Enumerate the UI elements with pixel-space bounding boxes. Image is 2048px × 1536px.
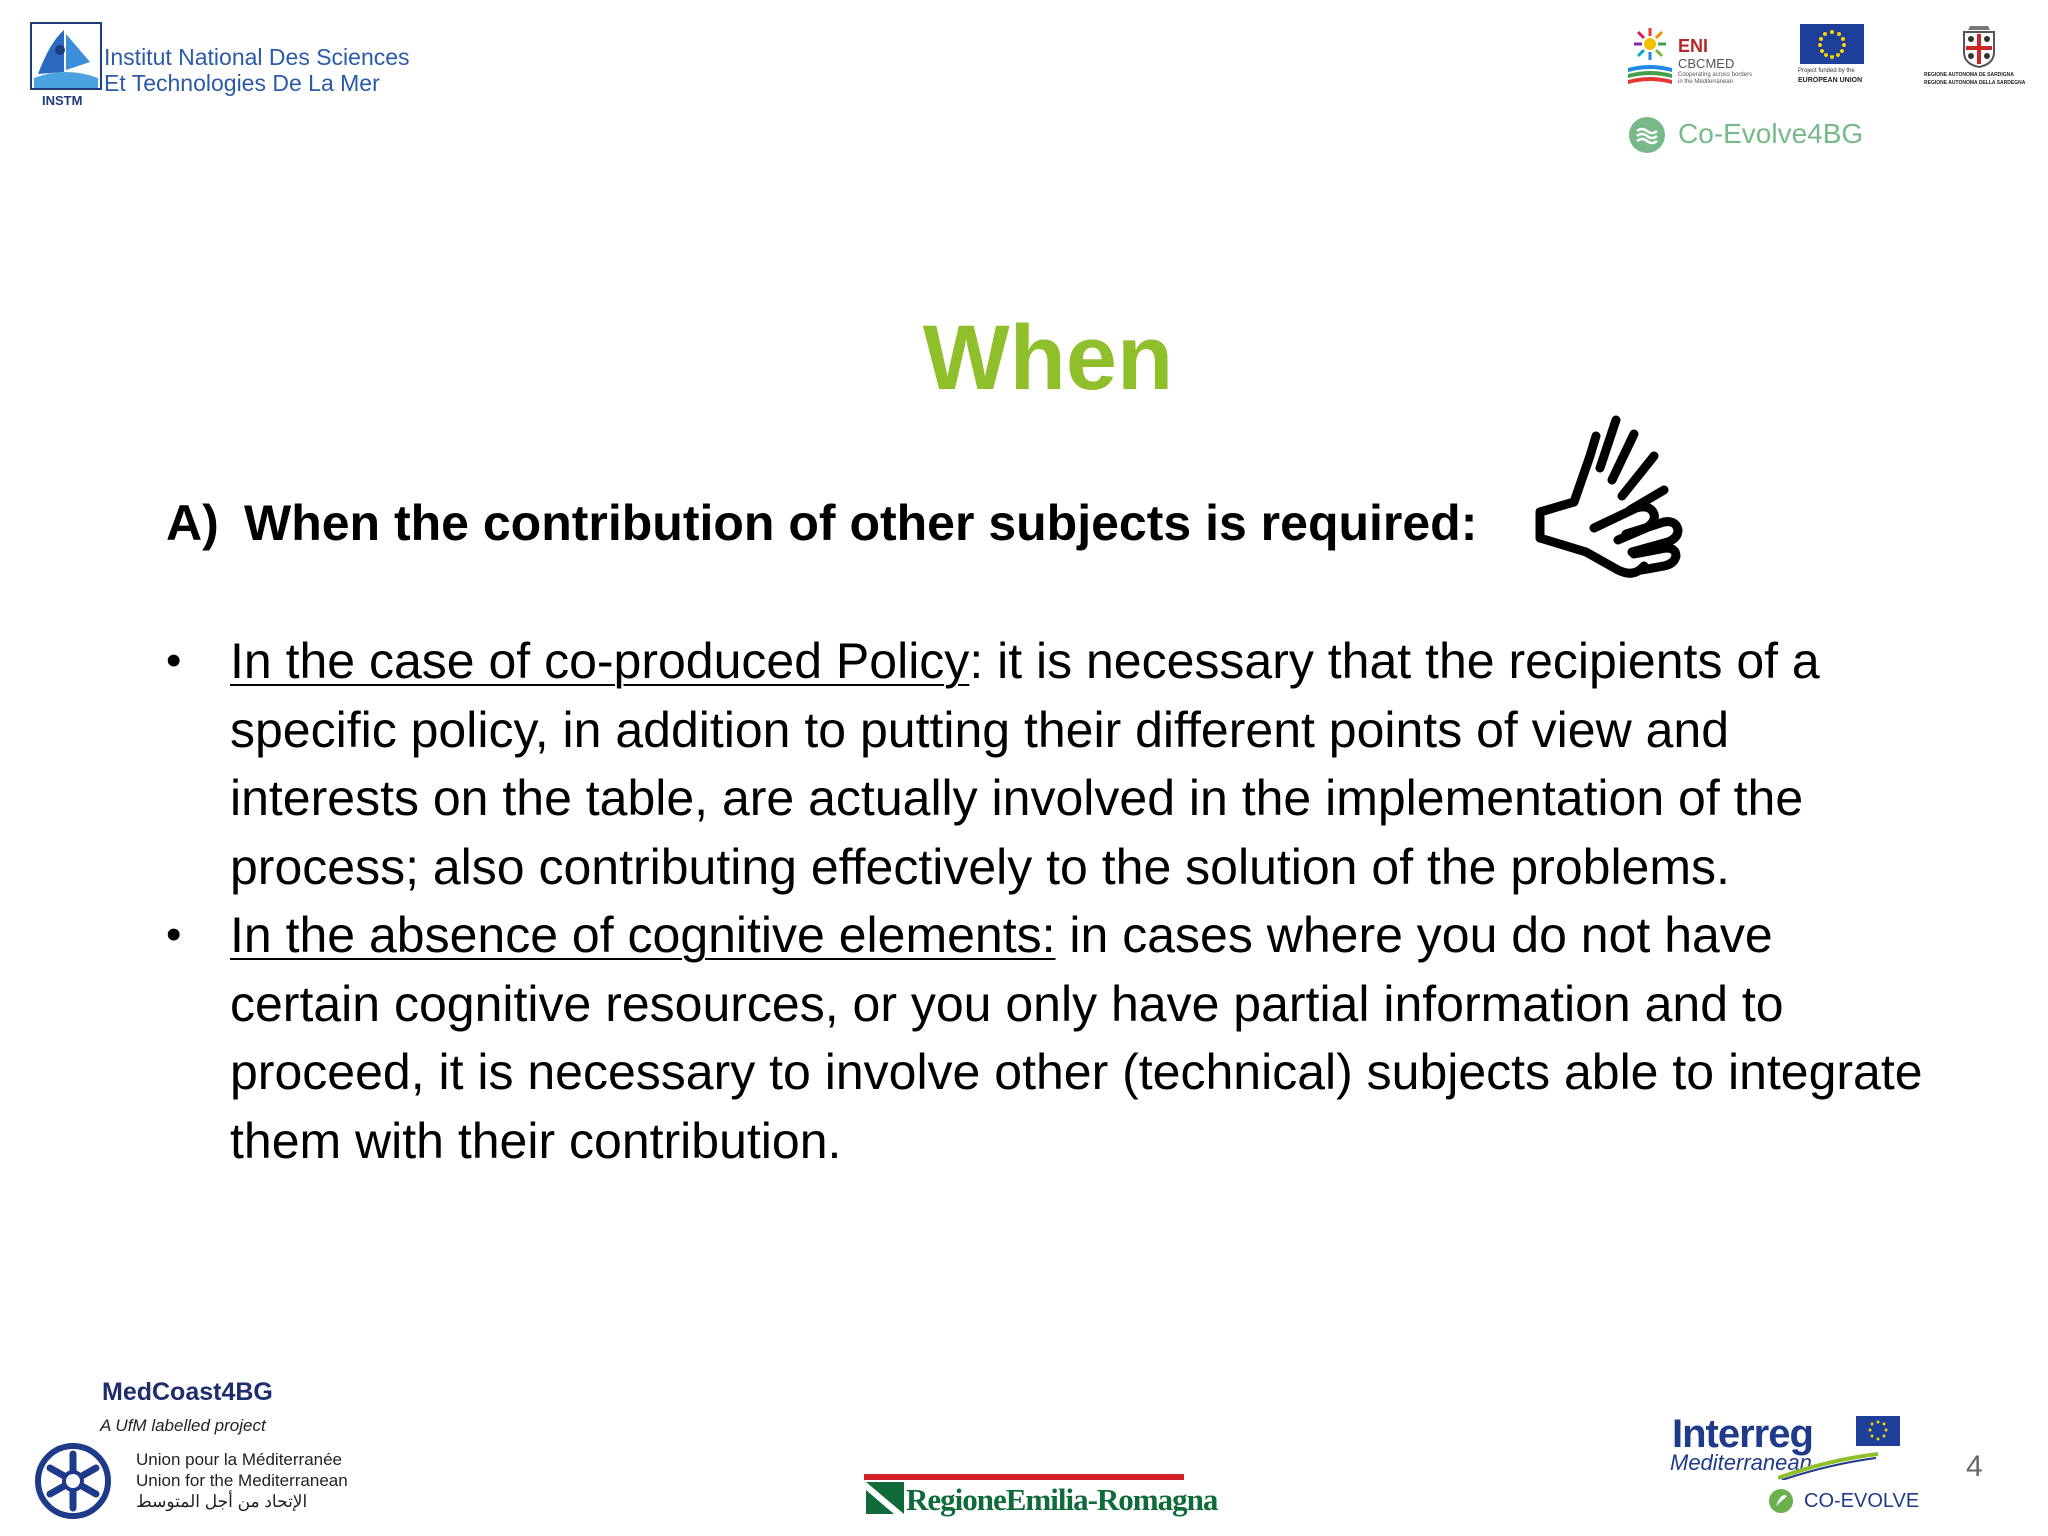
interreg-swoosh-icon xyxy=(1778,1450,1878,1480)
bullet-lead: In the case of co-produced Policy xyxy=(230,633,970,689)
ufm-emblem-icon xyxy=(34,1442,112,1520)
slide-title-text: When xyxy=(922,307,1174,409)
ufm-name-ar: الإتحاد من أجل المتوسط xyxy=(136,1492,308,1511)
bullet-symbol: • xyxy=(166,910,182,959)
sardegna-caption-line1: REGIONE AUTONOMA DE SARDIGNA xyxy=(1924,72,2014,78)
bullet-item-cognitive-elements xyxy=(166,901,1926,1181)
emilia-romagna-text: RegioneEmilia-Romagna xyxy=(906,1482,1218,1517)
bullet-text xyxy=(230,627,1926,901)
bullet-text xyxy=(230,901,1926,1175)
coevolve4bg-logo xyxy=(1628,114,1878,156)
sardegna-logo xyxy=(1924,22,2036,90)
eni-tagline: Cooperating across borders in the Mediterranean xyxy=(1678,72,1753,85)
emilia-romagna-logo xyxy=(864,1474,1218,1520)
sign-language-hands-icon xyxy=(1530,410,1690,585)
ufm-name-en: Union for the Mediterranean xyxy=(136,1471,348,1490)
instm-emblem-icon xyxy=(30,22,102,92)
eu-caption-line2: EUROPEAN UNION xyxy=(1798,77,1863,84)
ufm-name-fr: Union pour la Méditerranée xyxy=(136,1450,343,1469)
bullet-body: : it is necessary that the recipients of a specific policy, in addition to putting their different points of view and interests on the table, are actually involved in the implementation of the process; also contributing effectively to the solution of the problems. xyxy=(230,633,1820,895)
coevolve-footer-text: CO-EVOLVE xyxy=(1804,1490,1920,1512)
instm-logo xyxy=(30,22,410,114)
sardegna-caption-line2: REGIONE AUTONOMA DELLA SARDEGNA xyxy=(1924,80,2026,86)
medcoast4bg-logo xyxy=(34,1376,374,1526)
section-heading xyxy=(166,494,1477,552)
bullet-lead: In the absence of cognitive elements: xyxy=(230,907,1056,963)
emilia-flag-icon xyxy=(864,1480,906,1516)
eu-flag-icon xyxy=(1800,24,1864,64)
eu-flag-icon xyxy=(1856,1416,1900,1446)
eni-star-icon xyxy=(1628,26,1674,86)
instm-name-line2: Et Technologies De La Mer xyxy=(104,70,380,96)
bullet-item-coproduced-policy xyxy=(166,627,1926,907)
medcoast-name: MedCoast4BG xyxy=(102,1378,273,1406)
slide-title xyxy=(0,306,2048,411)
interreg-mediterranean-logo xyxy=(1668,1410,1928,1530)
interreg-word: Interreg xyxy=(1672,1412,1813,1456)
interreg-region: Mediterranean xyxy=(1670,1450,1812,1475)
instm-abbreviation: INSTM xyxy=(42,93,83,108)
eni-subtitle: CBCMED xyxy=(1678,56,1735,71)
coevolve4bg-text: Co-Evolve4BG xyxy=(1678,118,1864,149)
eni-title: ENI xyxy=(1678,36,1709,56)
bullet-body: in cases where you do not have certain cognitive resources, or you only have partial information and to proceed, it is necessary to involve other (technical) subjects able to integrate them with their contribution. xyxy=(230,907,1923,1169)
coevolve-leaf-icon xyxy=(1768,1488,1794,1514)
eu-caption-line1: Project funded by the xyxy=(1798,68,1855,74)
instm-name-line1: Institut National Des Sciences xyxy=(104,44,410,70)
coevolve-leaf-icon xyxy=(1628,116,1666,154)
section-heading-marker: A) xyxy=(166,495,219,551)
bullet-symbol: • xyxy=(166,636,182,685)
section-heading-text: When the contribution of other subjects is required: xyxy=(244,495,1478,551)
page-number: 4 xyxy=(1966,1450,1983,1483)
emilia-red-bar xyxy=(864,1474,1184,1480)
eu-logo xyxy=(1798,22,1870,90)
sardegna-crest-icon xyxy=(1960,24,1998,68)
medcoast-tagline: A UfM labelled project xyxy=(100,1416,266,1435)
eni-cbcmed-logo xyxy=(1626,22,1756,90)
